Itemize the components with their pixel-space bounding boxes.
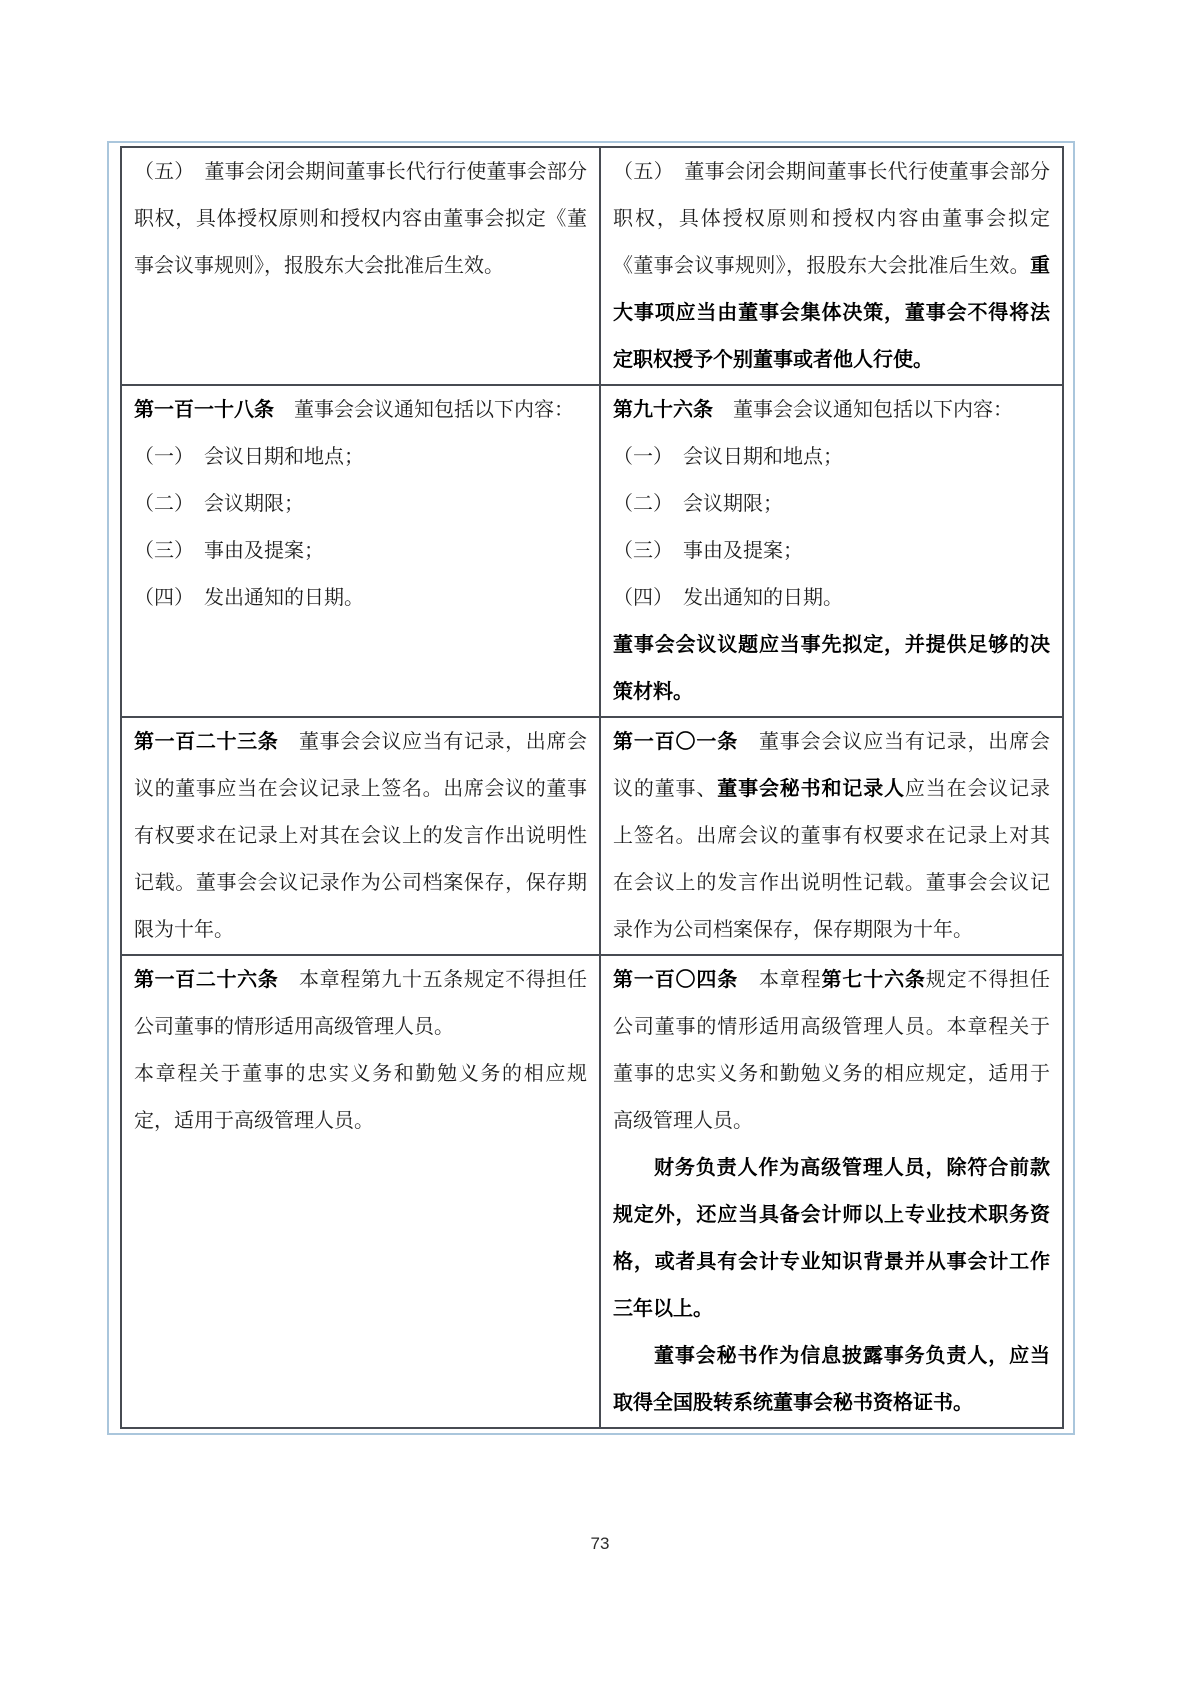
paragraph — [613, 149, 1050, 384]
text-segment: 本章程 — [738, 969, 822, 991]
article-number: 第一百〇一条 — [613, 731, 739, 753]
list-item — [134, 434, 587, 481]
paragraph — [134, 387, 587, 434]
emphasized-text-segment: 董事会秘书作为信息披露事务负责人，应当取得全国股转系统董事会秘书资格证书。 — [613, 1345, 1050, 1414]
articles-comparison-table — [120, 146, 1064, 1429]
table-row — [121, 385, 1063, 717]
table-cell-left — [121, 385, 600, 717]
page-number: 73 — [590, 1534, 610, 1553]
text-segment: （二） 会议期限； — [613, 493, 783, 515]
emphasized-text-segment: 财务负责人作为高级管理人员，除符合前款规定外，还应当具备会计师以上专业技术职务资格，或者具有会计专业知识背景并从事会计工作三年以上。 — [613, 1157, 1050, 1320]
table-row — [121, 955, 1063, 1428]
paragraph — [613, 719, 1050, 954]
text-segment: 董事会会议通知包括以下内容： — [713, 399, 1013, 421]
emphasized-text-segment: 董事会秘书和记录人 — [717, 778, 905, 800]
paragraph — [134, 957, 587, 1051]
paragraph — [613, 1145, 1050, 1333]
article-number: 第一百〇四条 — [613, 969, 739, 991]
article-number: 第一百二十六条 — [134, 969, 279, 991]
comparison-table-frame — [107, 141, 1075, 1435]
text-segment: （三） 事由及提案； — [134, 540, 324, 562]
paragraph — [134, 149, 587, 290]
article-number: 第九十六条 — [613, 399, 713, 421]
paragraph — [613, 1333, 1050, 1427]
text-segment: 董事会会议通知包括以下内容： — [274, 399, 574, 421]
text-segment: （四） 发出通知的日期。 — [613, 587, 843, 609]
table-cell-right — [600, 955, 1063, 1428]
paragraph — [134, 1051, 587, 1145]
paragraph — [613, 387, 1050, 434]
table-cell-right — [600, 717, 1063, 955]
paragraph — [613, 622, 1050, 716]
text-segment: （一） 会议日期和地点； — [613, 446, 843, 468]
table-cell-left — [121, 717, 600, 955]
text-segment: （四） 发出通知的日期。 — [134, 587, 364, 609]
text-segment: （五） 董事会闭会期间董事长代行使董事会部分职权，具体授权原则和授权内容由董事会拟定《董事会议事规则》，报股东大会批准后生效。 — [613, 161, 1050, 277]
article-reference: 第七十六条 — [821, 969, 926, 991]
text-segment: （一） 会议日期和地点； — [134, 446, 364, 468]
list-item — [134, 528, 587, 575]
list-item — [613, 528, 1050, 575]
table-cell-left — [121, 955, 600, 1428]
paragraph — [134, 719, 587, 954]
emphasized-text-segment: 重大事项应当由董事会集体决策，董事会不得将法定职权授予个别董事或者他人行使。 — [613, 255, 1050, 371]
table-row — [121, 147, 1063, 385]
text-segment: （五） 董事会闭会期间董事长代行行使董事会部分职权，具体授权原则和授权内容由董事会拟定《董事会议事规则》，报股东大会批准后生效。 — [134, 161, 587, 277]
list-item — [134, 575, 587, 622]
text-segment: （二） 会议期限； — [134, 493, 304, 515]
text-segment: 规定不得担任公司董事的情形适用高级管理人员。本章程关于董事的忠实义务和勤勉义务的相应规定，适用于高级管理人员。 — [613, 969, 1051, 1132]
article-number: 第一百一十八条 — [134, 399, 274, 421]
table-cell-right — [600, 147, 1063, 385]
text-segment: 本章程第九十五条规定不得担任公司董事的情形适用高级管理人员。 — [134, 969, 588, 1038]
list-item — [134, 481, 587, 528]
table-cell-left — [121, 147, 600, 385]
article-number: 第一百二十三条 — [134, 731, 279, 753]
list-item — [613, 434, 1050, 481]
text-segment: （三） 事由及提案； — [613, 540, 803, 562]
text-segment: 董事会会议应当有记录，出席会议的董事、 — [613, 731, 1051, 800]
list-item — [613, 481, 1050, 528]
paragraph — [613, 957, 1050, 1145]
text-segment: 应当在会议记录上签名。出席会议的董事有权要求在记录上对其在会议上的发言作出说明性记载。董事会会议记录作为公司档案保存，保存期限为十年。 — [613, 778, 1051, 941]
text-segment: 董事会会议应当有记录，出席会议的董事应当在会议记录上签名。出席会议的董事有权要求在记录上对其在会议上的发言作出说明性记载。董事会会议记录作为公司档案保存，保存期限为十年。 — [134, 731, 588, 941]
text-segment: 本章程关于董事的忠实义务和勤勉义务的相应规定，适用于高级管理人员。 — [134, 1063, 587, 1132]
table-cell-right — [600, 385, 1063, 717]
list-item — [613, 575, 1050, 622]
table-row — [121, 717, 1063, 955]
emphasized-text-segment: 董事会会议议题应当事先拟定，并提供足够的决策材料。 — [613, 634, 1050, 703]
